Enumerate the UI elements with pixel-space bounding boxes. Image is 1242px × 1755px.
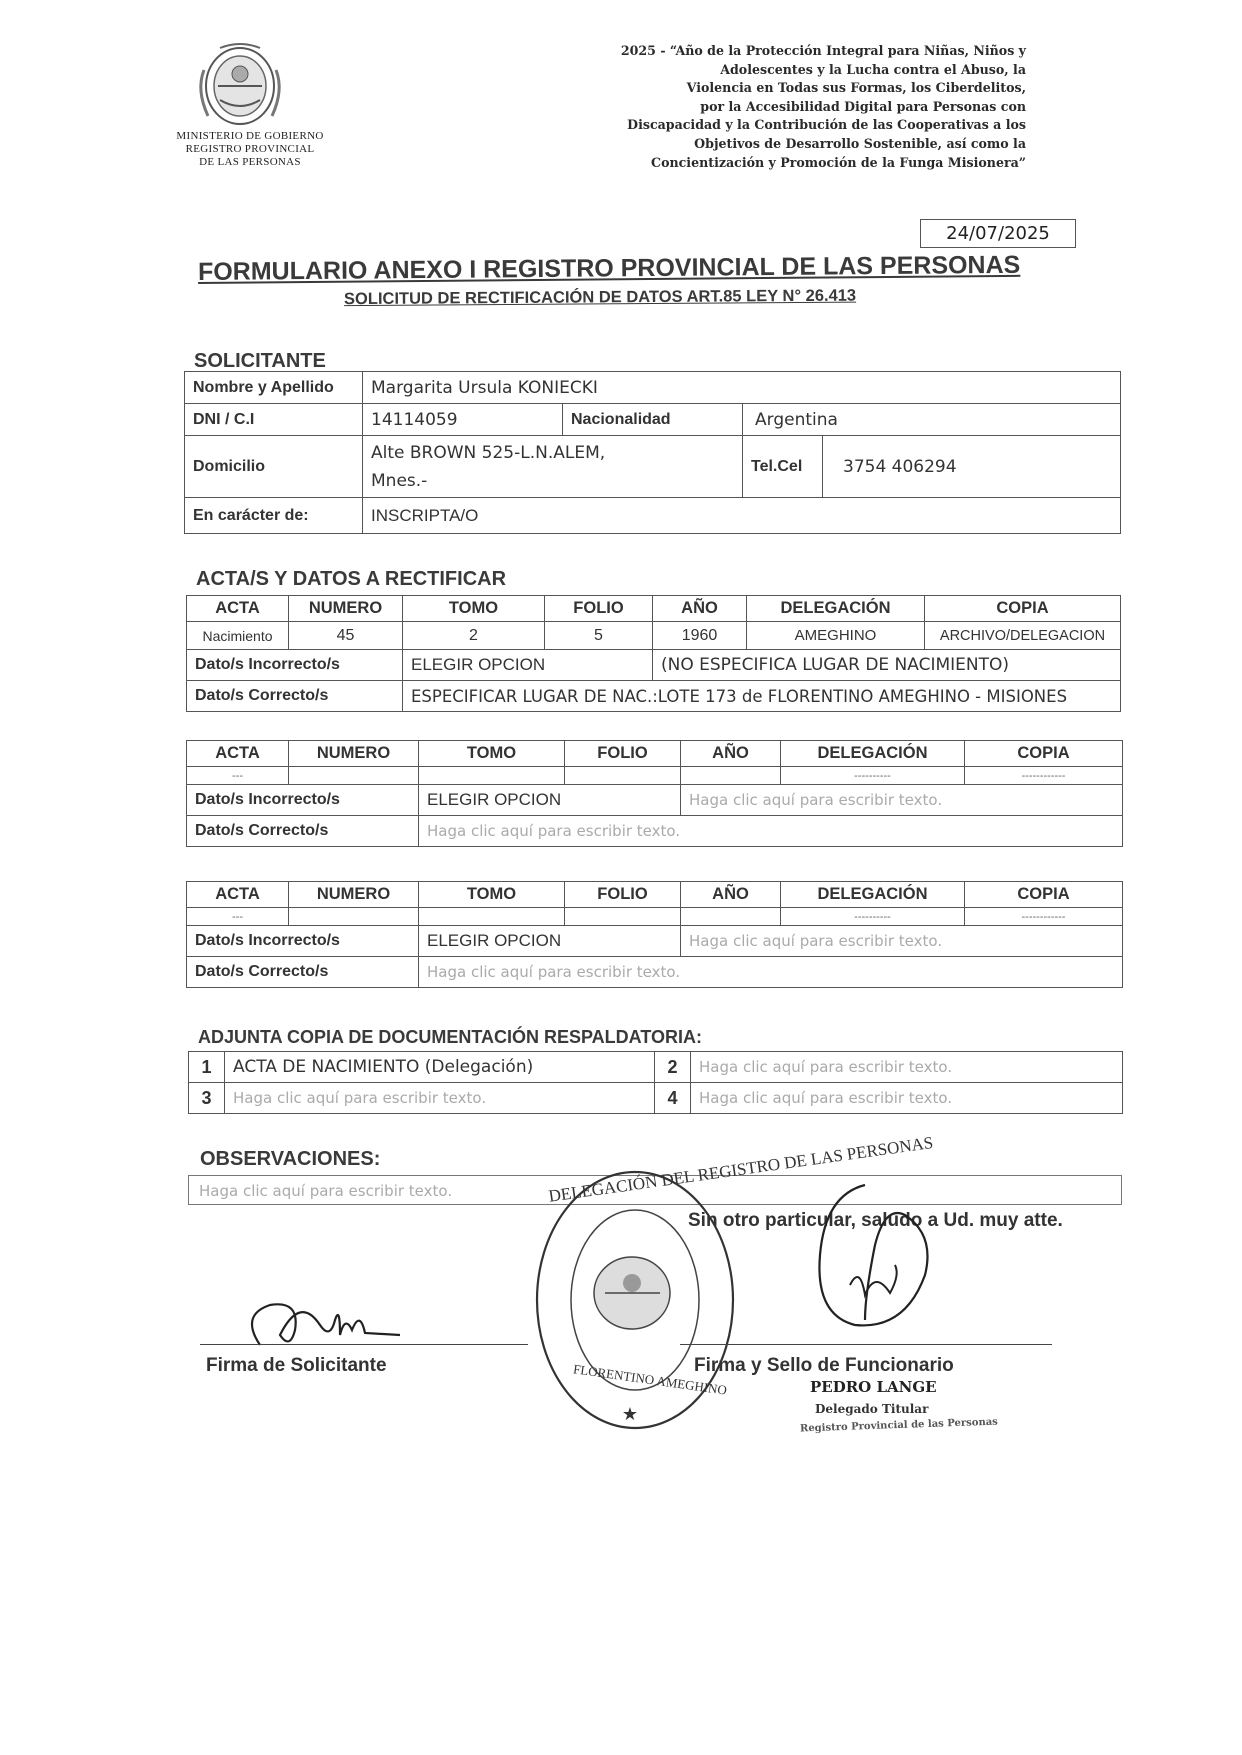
applicant-signature [240,1275,410,1355]
acta-block-2 [186,740,1123,847]
tel-label: Tel.Cel [743,436,823,498]
col-header-delegacion: DELEGACIÓN [781,882,965,908]
adjunta-num: 1 [189,1052,225,1083]
nombre-label: Nombre y Apellido [185,372,363,404]
ministry-line: MINISTERIO DE GOBIERNO [176,130,324,142]
motto-line: Discapacidad y la Contribución de las Cooperativas a los [627,117,1026,133]
col-header-ano: AÑO [681,741,781,767]
incorrect-text-field[interactable]: Haga clic aquí para escribir texto. [681,785,1123,816]
nacionalidad-field[interactable]: Argentina [743,404,1121,436]
col-header-copia: COPIA [965,882,1123,908]
section-title-adjunta: ADJUNTA COPIA DE DOCUMENTACIÓN RESPALDATORIA: [198,1027,702,1047]
incorrect-label: Dato/s Incorrecto/s [187,650,403,681]
incorrect-label: Dato/s Incorrecto/s [187,785,419,816]
correct-label: Dato/s Correcto/s [187,681,403,712]
col-header-numero: NUMERO [289,882,419,908]
adjunta-num: 4 [655,1083,691,1114]
motto-line: Violencia en Todas sus Formas, los Ciberdelitos, [686,80,1026,96]
domicilio-field[interactable] [363,436,743,498]
col-header-folio: FOLIO [565,882,681,908]
incorrect-text-field[interactable]: (NO ESPECIFICA LUGAR DE NACIMIENTO) [653,650,1121,681]
dni-label: DNI / C.I [185,404,363,436]
acta-block-3 [186,881,1123,988]
caracter-select[interactable]: INSCRIPTA/O [363,498,1121,534]
motto-line: 2025 - “Año de la Protección Integral para Niñas, Niños y [620,43,1026,58]
svg-text:★: ★ [621,1404,639,1424]
form-subtitle: SOLICITUD DE RECTIFICACIÓN DE DATOS ART.85 LEY N° 26.413 [343,286,857,309]
acta-cell[interactable]: Nacimiento [187,622,289,650]
adjunta-field[interactable]: Haga clic aquí para escribir texto. [691,1052,1123,1083]
col-header-acta: ACTA [187,596,289,622]
date-field[interactable]: 24/07/2025 [920,219,1076,248]
incorrect-option-select[interactable]: ELEGIR OPCION [419,785,681,816]
closing-greeting: Sin otro particular, saludo a Ud. muy atte. [688,1210,1063,1231]
domicilio-label: Domicilio [185,436,363,498]
official-title: Delegado Titular [815,1402,929,1416]
incorrect-option-select[interactable]: ELEGIR OPCION [419,926,681,957]
motto-line: por la Accesibilidad Digital para Personas con [700,98,1026,114]
domicilio-line: Mnes.- [371,470,428,491]
form-title: FORMULARIO ANEXO I REGISTRO PROVINCIAL DE LAS PERSONAS [197,250,1021,286]
folio-cell[interactable]: 5 [545,622,653,650]
nacionalidad-label: Nacionalidad [563,404,743,436]
copia-cell[interactable]: ------------ [965,908,1123,926]
motto-line: Concientización y Promoción de la Funga Misionera” [651,154,1026,170]
numero-cell[interactable] [289,767,419,785]
acta-cell[interactable]: --- [187,767,289,785]
official-office: Registro Provincial de las Personas [799,1416,999,1435]
col-header-folio: FOLIO [545,596,653,622]
col-header-tomo: TOMO [419,882,565,908]
tomo-cell[interactable]: 2 [403,622,545,650]
correct-text-field[interactable]: Haga clic aquí para escribir texto. [419,957,1123,988]
col-header-tomo: TOMO [403,596,545,622]
col-header-folio: FOLIO [565,741,681,767]
col-header-numero: NUMERO [289,741,419,767]
acta-cell[interactable]: --- [187,908,289,926]
folio-cell[interactable] [565,767,681,785]
delegacion-cell[interactable]: AMEGHINO [747,622,925,650]
official-signature-label: Firma y Sello de Funcionario [694,1355,954,1376]
incorrect-label: Dato/s Incorrecto/s [187,926,419,957]
adjunta-num: 2 [655,1052,691,1083]
col-header-ano: AÑO [653,596,747,622]
official-name: PEDRO LANGE [810,1378,937,1396]
ministry-line: REGISTRO PROVINCIAL [185,143,315,155]
adjunta-field[interactable]: Haga clic aquí para escribir texto. [691,1083,1123,1114]
applicant-signature-line [200,1344,528,1345]
numero-cell[interactable] [289,908,419,926]
folio-cell[interactable] [565,908,681,926]
stamp-bottom-text: FLORENTINO AMEGHINO [572,1361,728,1398]
ministry-line: DE LAS PERSONAS [199,156,301,168]
official-signature-line [680,1344,1052,1345]
adjunta-table [188,1051,1123,1114]
applicant-signature-label: Firma de Solicitante [206,1355,387,1376]
ano-cell[interactable] [681,767,781,785]
correct-text-field[interactable]: Haga clic aquí para escribir texto. [419,816,1123,847]
col-header-ano: AÑO [681,882,781,908]
tel-field[interactable]: 3754 406294 [823,436,1121,498]
observaciones-field[interactable]: Haga clic aquí para escribir texto. [188,1175,1122,1205]
section-title-actas: ACTA/S Y DATOS A RECTIFICAR [196,568,507,590]
delegacion-cell[interactable]: ---------- [781,908,965,926]
copia-cell[interactable]: ARCHIVO/DELEGACION [925,622,1121,650]
col-header-acta: ACTA [187,741,289,767]
correct-label: Dato/s Correcto/s [187,816,419,847]
stamp-text: DELEGACIÓN DEL REGISTRO DE LAS PERSONAS [547,1132,935,1206]
incorrect-text-field[interactable]: Haga clic aquí para escribir texto. [681,926,1123,957]
ano-cell[interactable]: 1960 [653,622,747,650]
adjunta-field[interactable]: Haga clic aquí para escribir texto. [225,1083,655,1114]
motto-line: Adolescentes y la Lucha contra el Abuso, la [720,61,1026,77]
col-header-delegacion: DELEGACIÓN [781,741,965,767]
section-title-observaciones: OBSERVACIONES: [200,1148,381,1170]
correct-label: Dato/s Correcto/s [187,957,419,988]
ministry-name [160,130,340,169]
dni-field[interactable]: 14114059 [363,404,563,436]
col-header-numero: NUMERO [289,596,403,622]
year-motto [540,42,1026,172]
col-header-delegacion: DELEGACIÓN [747,596,925,622]
domicilio-line: Alte BROWN 525-L.N.ALEM, [371,442,606,463]
caracter-label: En carácter de: [185,498,363,534]
col-header-copia: COPIA [925,596,1121,622]
col-header-tomo: TOMO [419,741,565,767]
acta-block-1 [186,595,1121,712]
ano-cell[interactable] [681,908,781,926]
official-signature [765,1175,965,1335]
solicitante-table [184,371,1121,534]
adjunta-field[interactable]: ACTA DE NACIMIENTO (Delegación) [225,1052,655,1083]
motto-line: Objetivos de Desarrollo Sostenible, así como la [694,135,1026,151]
numero-cell[interactable]: 45 [289,622,403,650]
incorrect-option-select[interactable]: ELEGIR OPCION [403,650,653,681]
col-header-acta: ACTA [187,882,289,908]
section-title-solicitante: SOLICITANTE [194,350,326,372]
delegacion-cell[interactable]: ---------- [781,767,965,785]
col-header-copia: COPIA [965,741,1123,767]
adjunta-num: 3 [189,1083,225,1114]
tomo-cell[interactable] [419,908,565,926]
copia-cell[interactable]: ------------ [965,767,1123,785]
tomo-cell[interactable] [419,767,565,785]
coat-of-arms-logo [190,40,290,128]
correct-text-field[interactable]: ESPECIFICAR LUGAR DE NAC.:LOTE 173 de FLORENTINO AMEGHINO - MISIONES [403,681,1121,712]
nombre-field[interactable]: Margarita Ursula KONIECKI [363,372,1121,404]
